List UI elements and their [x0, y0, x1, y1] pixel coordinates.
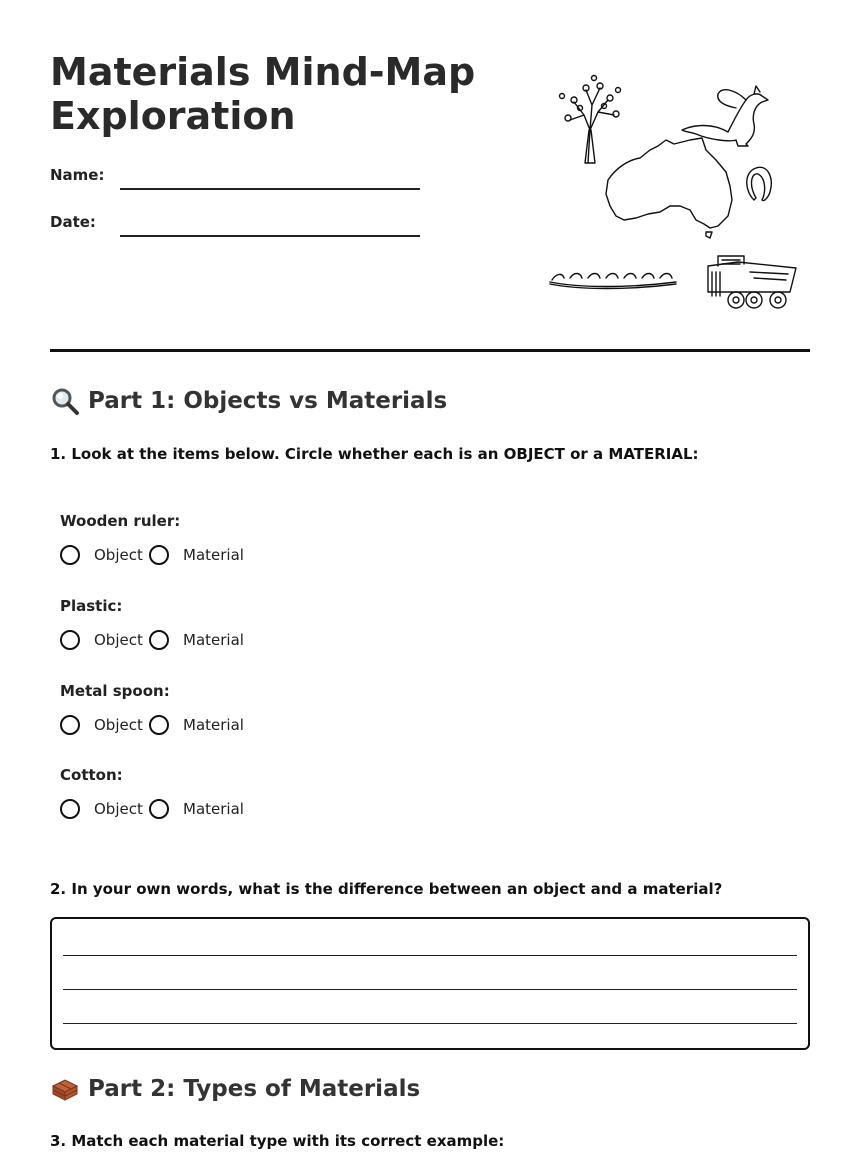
item-label: Cotton: [60, 766, 123, 784]
item-label: Plastic: [60, 597, 123, 615]
circle-option[interactable] [60, 715, 80, 735]
waves-icon [550, 274, 676, 289]
title-line-2: Exploration [50, 94, 296, 138]
option-label: Material [183, 800, 244, 818]
item-cotton [60, 766, 460, 846]
option-label: Material [183, 546, 244, 564]
kangaroo-icon [682, 86, 768, 146]
question-3: 3. Match each material type with its correct example: [50, 1132, 505, 1150]
option-object[interactable] [60, 630, 143, 650]
part2-heading [50, 1074, 420, 1104]
name-write-line[interactable] [120, 188, 420, 190]
answer-line[interactable] [63, 989, 797, 990]
name-field[interactable] [50, 160, 430, 190]
australia-map-icon [606, 138, 732, 238]
item-metal-spoon [60, 682, 460, 762]
option-object[interactable] [60, 545, 143, 565]
circle-option[interactable] [149, 715, 169, 735]
part1-heading [50, 386, 447, 416]
part2-heading-text: Part 2: Types of Materials [88, 1076, 421, 1102]
date-label: Date: [50, 213, 96, 231]
horseshoe-icon [747, 167, 772, 200]
answer-line[interactable] [63, 1023, 797, 1024]
option-material[interactable] [149, 630, 244, 650]
bricks-icon [50, 1074, 80, 1104]
option-label: Object [94, 800, 143, 818]
option-label: Material [183, 716, 244, 734]
item-plastic [60, 597, 460, 677]
magnifying-glass-icon [50, 386, 80, 416]
circle-option[interactable] [60, 545, 80, 565]
option-object[interactable] [60, 715, 143, 735]
answer-line[interactable] [63, 955, 797, 956]
circle-option[interactable] [149, 545, 169, 565]
tree-icon [560, 76, 621, 164]
item-wooden-ruler [60, 512, 460, 592]
option-label: Object [94, 631, 143, 649]
option-label: Object [94, 546, 143, 564]
option-object[interactable] [60, 799, 143, 819]
date-field[interactable] [50, 207, 430, 237]
date-write-line[interactable] [120, 235, 420, 237]
header-divider [50, 349, 810, 352]
option-label: Material [183, 631, 244, 649]
question-2: 2. In your own words, what is the difference between an object and a material? [50, 880, 723, 898]
circle-option[interactable] [149, 799, 169, 819]
item-label: Metal spoon: [60, 682, 170, 700]
answer-box[interactable] [50, 917, 810, 1050]
question-1: 1. Look at the items below. Circle whether each is an OBJECT or a MATERIAL: [50, 445, 699, 463]
circle-option[interactable] [60, 630, 80, 650]
option-material[interactable] [149, 545, 244, 565]
item-label: Wooden ruler: [60, 512, 181, 530]
option-material[interactable] [149, 799, 244, 819]
option-label: Object [94, 716, 143, 734]
title-line-1: Materials Mind-Map [50, 50, 476, 94]
option-material[interactable] [149, 715, 244, 735]
name-label: Name: [50, 166, 105, 184]
materials-illustration [540, 60, 810, 320]
worksheet-title [50, 50, 510, 138]
dump-truck-icon [708, 256, 796, 308]
circle-option[interactable] [60, 799, 80, 819]
part1-heading-text: Part 1: Objects vs Materials [88, 388, 448, 414]
circle-option[interactable] [149, 630, 169, 650]
